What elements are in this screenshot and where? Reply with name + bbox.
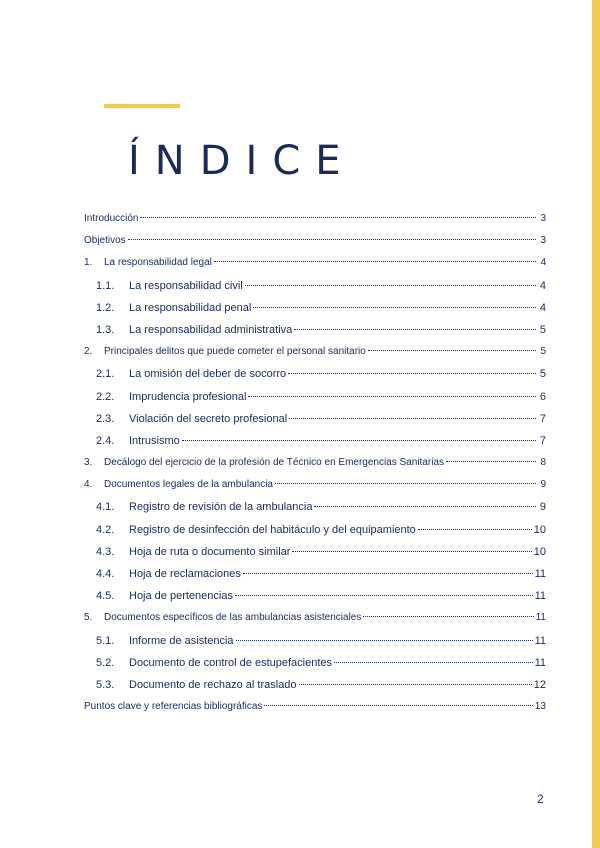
toc-entry[interactable]	[84, 302, 546, 324]
toc-entry-label: Documentos legales de la ambulancia	[104, 479, 273, 491]
toc-leader-dots	[236, 640, 533, 641]
toc-entry-label: Introducción	[84, 213, 139, 224]
toc-leader-dots	[248, 396, 536, 397]
toc-entry-label: Puntos clave y referencias bibliográficas	[84, 701, 263, 713]
toc-leader-dots	[253, 307, 536, 308]
toc-entry[interactable]	[84, 501, 546, 523]
toc-entry-label: Imprudencia profesional	[129, 390, 247, 403]
toc-entry[interactable]	[84, 435, 546, 457]
toc-entry-label: Intrusismo	[129, 434, 180, 447]
toc-entry[interactable]	[84, 235, 546, 257]
page-title: ÍNDICE	[128, 138, 356, 184]
toc-entry-label: Hoja de ruta o documento similar	[129, 545, 291, 558]
toc-leader-dots	[182, 440, 536, 441]
toc-entry-page: 12	[533, 678, 546, 691]
toc-leader-dots	[288, 373, 536, 374]
toc-leader-dots	[264, 705, 532, 706]
toc-entry-page: 6	[539, 390, 546, 403]
toc-entry[interactable]	[84, 346, 546, 368]
toc-entry-label: La responsabilidad legal	[104, 257, 212, 269]
toc-entry-number: 5.	[84, 612, 93, 624]
page-number: 2	[537, 792, 544, 806]
toc-entry-label: La responsabilidad administrativa	[129, 323, 293, 336]
toc-entry-number: 3.	[84, 457, 93, 469]
toc-leader-dots	[128, 239, 536, 240]
toc-leader-dots	[243, 573, 533, 574]
toc-entry[interactable]	[84, 280, 546, 302]
toc-entry-number: 2.4.	[96, 434, 115, 447]
toc-entry-number: 1.	[84, 257, 93, 269]
toc-entry-label: Hoja de pertenencias	[129, 590, 233, 603]
toc-entry-page: 4	[540, 257, 546, 269]
toc-entry[interactable]	[84, 524, 546, 546]
toc-entry[interactable]	[84, 391, 546, 413]
toc-entry-page: 4	[539, 279, 546, 292]
toc-leader-dots	[214, 261, 536, 262]
toc-leader-dots	[235, 595, 533, 596]
toc-entry[interactable]	[84, 257, 546, 279]
toc-leader-dots	[299, 684, 532, 685]
toc-entry-number: 5.3.	[96, 678, 115, 691]
toc-leader-dots	[292, 551, 531, 552]
toc-leader-dots	[245, 285, 536, 286]
toc-entry-page: 11	[534, 590, 546, 603]
toc-entry[interactable]	[84, 457, 546, 479]
toc-leader-dots	[275, 483, 536, 484]
toc-entry[interactable]	[84, 324, 546, 346]
toc-entry-label: Documento de control de estupefacientes	[129, 656, 333, 669]
toc-entry-page: 5	[540, 346, 546, 358]
toc-entry-label: Hoja de reclamaciones	[129, 568, 241, 580]
toc-entry[interactable]	[84, 568, 546, 590]
title-accent-line	[104, 104, 180, 108]
toc-entry-page: 4	[539, 301, 546, 314]
toc-entry[interactable]	[84, 413, 546, 435]
toc-entry-page: 11	[535, 612, 546, 624]
toc-entry[interactable]	[84, 612, 546, 634]
toc-entry[interactable]	[84, 590, 546, 612]
toc-leader-dots	[368, 350, 536, 351]
toc-entry-label: Registro de desinfección del habitáculo y del equipamiento	[129, 523, 416, 536]
toc-entry-number: 5.1.	[96, 634, 115, 647]
toc-entry-page: 7	[539, 412, 546, 425]
toc-entry-page: 10	[533, 523, 546, 536]
toc-entry-page: 5	[539, 368, 546, 381]
toc-entry-page: 3	[540, 235, 546, 247]
toc-entry-number: 4.3.	[96, 545, 115, 558]
toc-entry-page: 7	[539, 434, 546, 447]
toc-entry-label: Registro de revisión de la ambulancia	[129, 501, 313, 514]
toc-entry-number: 2.1.	[96, 368, 115, 381]
toc-entry-number: 1.1.	[96, 279, 115, 292]
table-of-contents	[84, 213, 546, 723]
toc-entry-number: 2.	[84, 346, 93, 358]
toc-entry[interactable]	[84, 368, 546, 390]
toc-entry-page: 8	[540, 457, 546, 469]
toc-entry-number: 4.1.	[96, 501, 115, 514]
toc-entry[interactable]	[84, 546, 546, 568]
toc-entry-label: La responsabilidad penal	[129, 301, 252, 314]
toc-entry[interactable]	[84, 701, 546, 723]
toc-leader-dots	[289, 418, 536, 419]
toc-entry-label: Documentos específicos de las ambulancias asistenciales	[104, 612, 362, 624]
toc-leader-dots	[363, 616, 533, 617]
toc-entry-number: 4.4.	[96, 568, 115, 580]
toc-leader-dots	[418, 529, 532, 530]
toc-entry-number: 4.5.	[96, 590, 115, 603]
toc-entry-number: 1.3.	[96, 323, 115, 336]
toc-leader-dots	[334, 662, 533, 663]
toc-entry-label: Violación del secreto profesional	[129, 412, 288, 425]
toc-entry-page: 11	[534, 634, 546, 647]
toc-entry[interactable]	[84, 679, 546, 701]
toc-entry-label: Principales delitos que puede cometer el personal sanitario	[104, 346, 366, 358]
toc-entry-number: 4.2.	[96, 523, 115, 536]
toc-entry-label: La responsabilidad civil	[129, 279, 243, 292]
toc-entry-number: 5.2.	[96, 656, 115, 669]
toc-entry-page: 9	[539, 501, 546, 514]
toc-leader-dots	[446, 461, 536, 462]
toc-entry-number: 2.2.	[96, 390, 115, 403]
toc-entry[interactable]	[84, 657, 546, 679]
toc-entry-page: 11	[534, 568, 546, 580]
toc-leader-dots	[314, 506, 536, 507]
toc-entry[interactable]	[84, 635, 546, 657]
side-accent-bar	[592, 0, 600, 848]
toc-entry-label: Decálogo del ejercicio de la profesión de Técnico en Emergencias Sanitarias	[104, 457, 445, 469]
toc-entry-page: 9	[540, 479, 546, 491]
toc-entry-page: 5	[539, 323, 546, 336]
toc-entry-number: 4.	[84, 479, 93, 491]
toc-entry-page: 10	[533, 545, 546, 558]
toc-entry-number: 1.2.	[96, 301, 115, 314]
toc-leader-dots	[294, 329, 536, 330]
toc-entry-number: 2.3.	[96, 412, 115, 425]
toc-entry-label: Objetivos	[84, 235, 126, 247]
toc-entry[interactable]	[84, 479, 546, 501]
toc-entry-label: Informe de asistencia	[129, 634, 234, 647]
toc-entry-label: Documento de rechazo al traslado	[129, 678, 297, 691]
toc-entry[interactable]	[84, 213, 546, 235]
toc-entry-page: 3	[540, 213, 546, 224]
toc-entry-page: 13	[534, 701, 546, 713]
toc-entry-page: 11	[534, 656, 546, 669]
toc-leader-dots	[140, 217, 536, 218]
toc-entry-label: La omisión del deber de socorro	[129, 368, 287, 381]
